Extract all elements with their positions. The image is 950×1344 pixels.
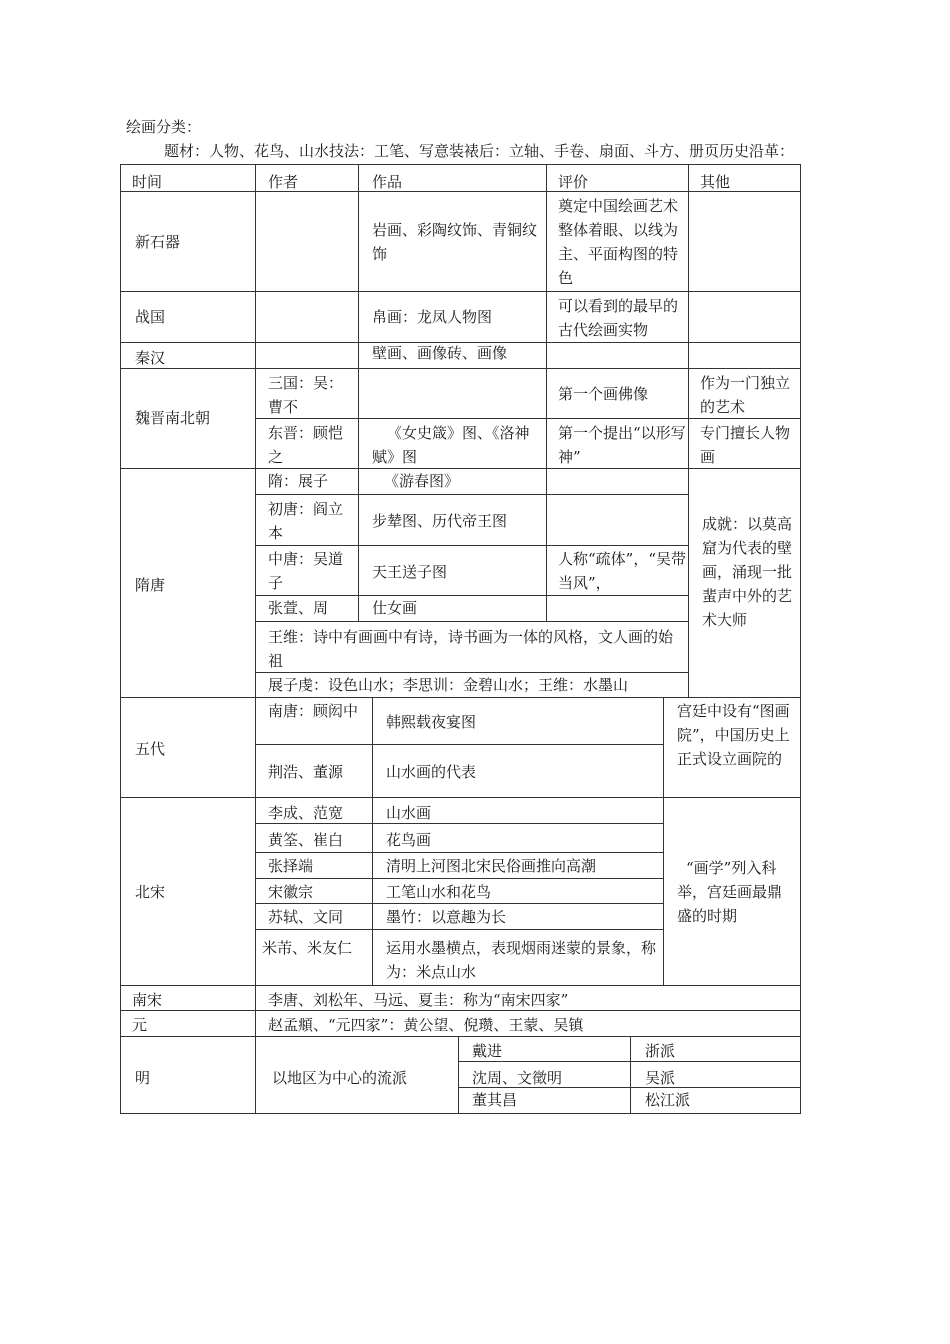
author-cell: 张择端 (268, 857, 314, 875)
works-cell: 《女史箴》图、《洛神赋》图 (372, 424, 530, 466)
author-cell: 隋：展子 (268, 472, 329, 490)
works-cell: 壁画、画像砖、画像 (372, 344, 508, 362)
period-cell: 南宋 (132, 991, 163, 1009)
period-cell: 元 (132, 1016, 148, 1034)
other-cell: 成就：以莫高窟为代表的壁画，涌现一批蜚声中外的艺术大师 (702, 515, 793, 629)
painter-cell: 董其昌 (472, 1091, 518, 1109)
other-cell: 作为一门独立的艺术 (700, 374, 791, 416)
works-cell: 清明上河图北宋民俗画推向高潮 (386, 857, 597, 875)
subline: 题材：人物、花鸟、山水技法：工笔、写意装裱后：立轴、手卷、扇面、斗方、册页历史沿革： (164, 142, 795, 160)
period-cell: 魏晋南北朝 (135, 409, 211, 427)
school-cell: 吴派 (645, 1069, 676, 1087)
period-cell: 新石器 (135, 233, 181, 251)
col-header-works: 作品 (372, 173, 403, 191)
landscape-cell: 展子虔：设色山水；李思训：金碧山水；王维：水墨山 (268, 676, 629, 694)
col-header-author: 作者 (268, 173, 299, 191)
wangwei-cell: 王维：诗中有画画中有诗，诗书画为一体的风格，文人画的始祖 (268, 628, 674, 670)
review-cell: 第一个提出“以形写神” (558, 424, 686, 466)
period-cell: 隋唐 (135, 576, 166, 594)
works-cell: 工笔山水和花鸟 (386, 883, 492, 901)
col-header-time: 时间 (132, 173, 163, 191)
painter-cell: 沈周、文徵明 (472, 1069, 563, 1087)
works-cell: 天王送子图 (372, 563, 448, 581)
painter-cell: 戴进 (472, 1042, 503, 1060)
works-cell: 《游春图》 (384, 472, 460, 490)
author-cell: 初唐：阎立本 (268, 500, 344, 542)
col-header-review: 评价 (558, 173, 589, 191)
works-cell: 山水画 (386, 804, 432, 822)
author-cell: 黄筌、崔白 (268, 831, 344, 849)
works-cell: 韩熙载夜宴图 (386, 713, 477, 731)
text-cell: 赵孟頫、“元四家”：黄公望、倪瓒、王蒙、吴镇 (268, 1016, 584, 1034)
author-cell: 三国：吴：曹不 (268, 374, 344, 416)
review-cell: 可以看到的最早的古代绘画实物 (558, 297, 679, 339)
author-cell: 南唐：顾闳中 (268, 702, 359, 720)
period-cell: 战国 (135, 308, 166, 326)
period-cell: 五代 (135, 740, 166, 758)
other-cell: 宫廷中设有“图画院”，中国历史上正式设立画院的 (677, 702, 790, 768)
works-cell: 花鸟画 (386, 831, 432, 849)
period-cell: 北宋 (135, 883, 166, 901)
review-cell: 第一个画佛像 (558, 385, 649, 403)
text-cell: 李唐、刘松年、马远、夏圭：称为“南宋四家” (268, 991, 569, 1009)
school-cell: 松江派 (645, 1091, 691, 1109)
author-cell: 苏轼、文同 (268, 908, 344, 926)
works-cell: 墨竹：以意趣为长 (386, 908, 507, 926)
desc-cell: 以地区为中心的流派 (272, 1069, 408, 1087)
author-cell: 东晋：顾恺之 (268, 424, 344, 466)
review-cell: 奠定中国绘画艺术整体着眼、以线为主、平面构图的特色 (558, 197, 679, 287)
review-cell: 人称“疏体”，“吴带当风”， (558, 550, 687, 592)
author-cell: 张萱、周 (268, 599, 329, 617)
author-cell: 米芾、米友仁 (262, 939, 353, 957)
works-cell: 岩画、彩陶纹饰、青铜纹饰 (372, 221, 538, 263)
works-cell: 山水画的代表 (386, 763, 477, 781)
author-cell: 荆浩、董源 (268, 763, 344, 781)
author-cell: 中唐：吴道子 (268, 550, 344, 592)
works-cell: 步辇图、历代帝王图 (372, 512, 508, 530)
heading: 绘画分类： (126, 118, 202, 136)
author-cell: 李成、范宽 (268, 804, 344, 822)
other-cell: “画学”列入科举，宫廷画最鼎盛的时期 (677, 859, 783, 925)
author-cell: 宋徽宗 (268, 883, 314, 901)
works-cell: 仕女画 (372, 599, 418, 617)
period-cell: 秦汉 (135, 349, 166, 367)
works-cell: 运用水墨横点，表现烟雨迷蒙的景象，称为：米点山水 (386, 939, 657, 981)
other-cell: 专门擅长人物画 (700, 424, 791, 466)
works-cell: 帛画：龙凤人物图 (372, 308, 493, 326)
col-header-other: 其他 (700, 173, 731, 191)
school-cell: 浙派 (645, 1042, 676, 1060)
period-cell: 明 (135, 1069, 151, 1087)
